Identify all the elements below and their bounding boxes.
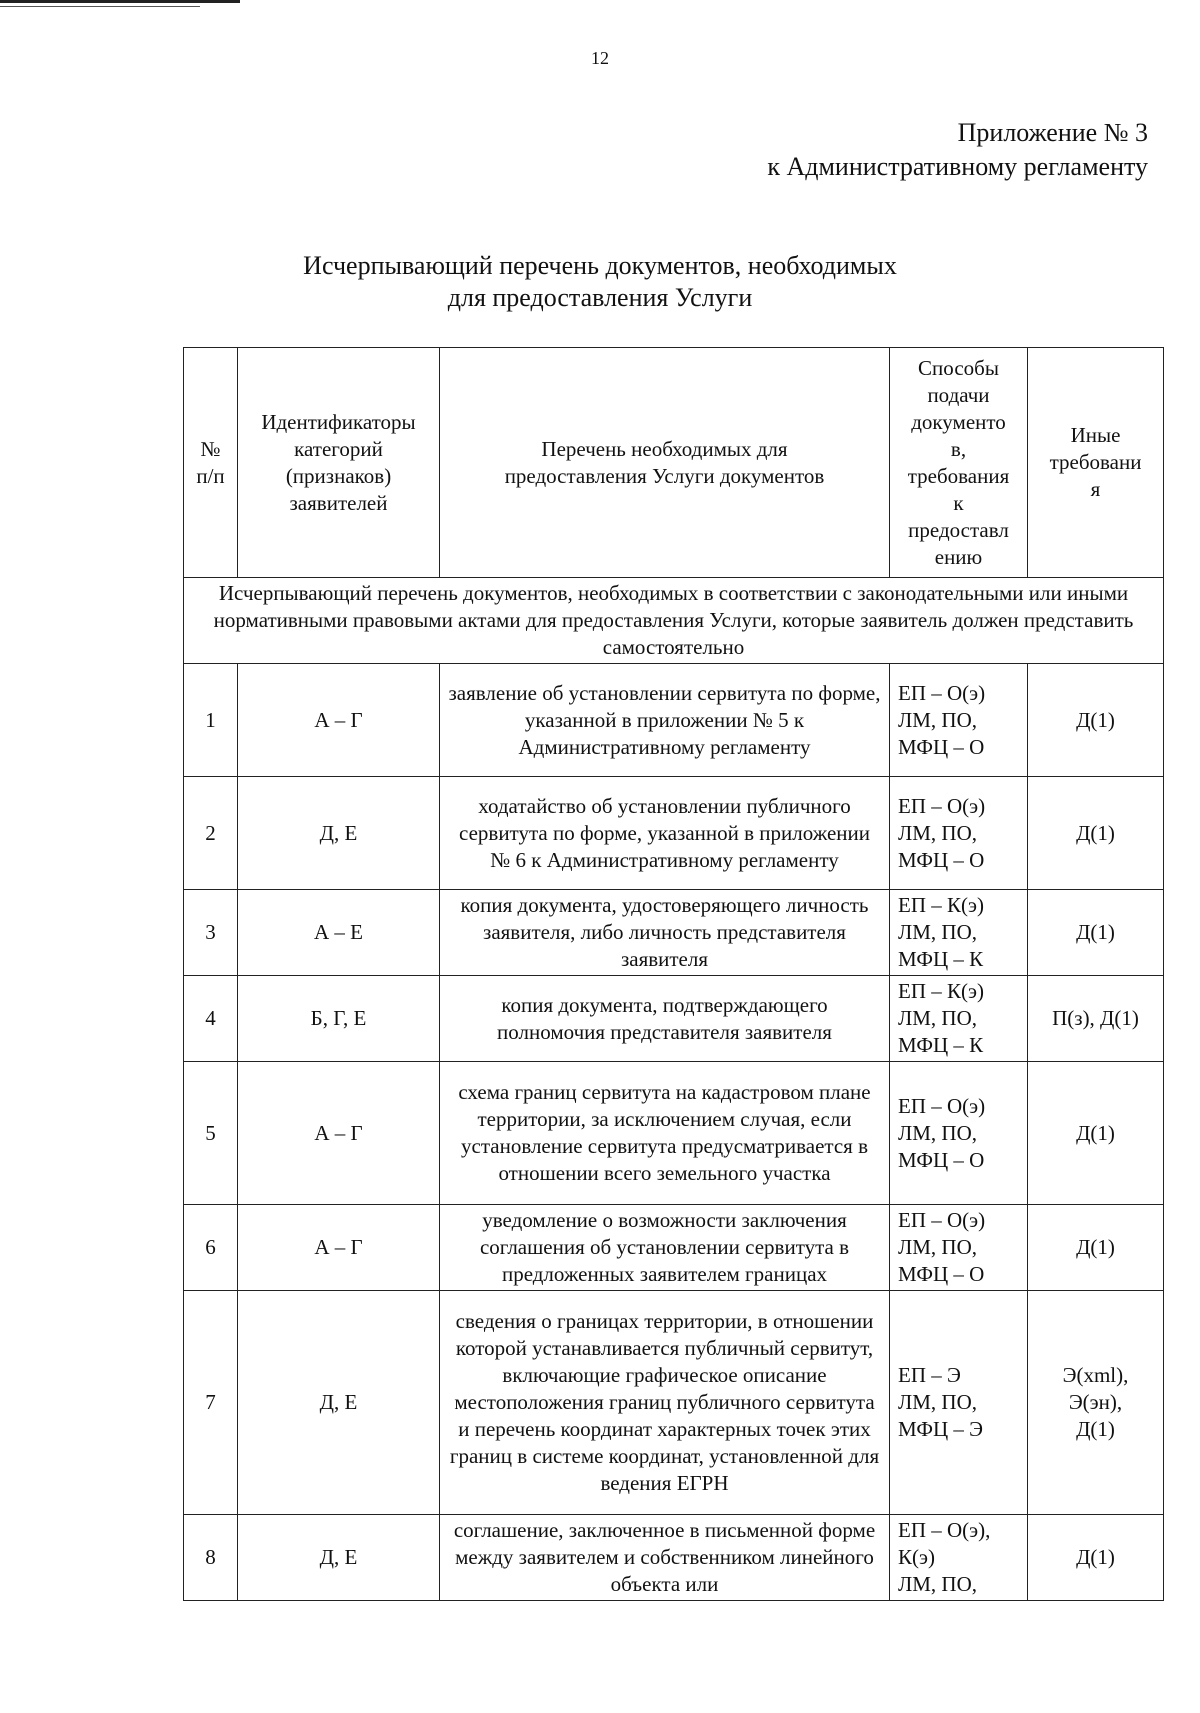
row-methods: ЕП – К(э) ЛМ, ПО, МФЦ – К <box>890 976 1028 1062</box>
row-num: 3 <box>184 890 238 976</box>
row-document: соглашение, заключенное в письменной форме между заявителем и собственником линейного объекта или <box>440 1515 890 1601</box>
row-categories: Д, Е <box>238 1291 440 1515</box>
row-methods: ЕП – О(э) ЛМ, ПО, МФЦ – О <box>890 1062 1028 1205</box>
appendix-line-1: Приложение № 3 <box>957 118 1148 147</box>
table-row <box>184 1291 1164 1515</box>
row-methods: ЕП – К(э) ЛМ, ПО, МФЦ – К <box>890 890 1028 976</box>
row-other-requirements: Д(1) <box>1028 777 1164 890</box>
row-document: схема границ сервитута на кадастровом плане территории, за исключением случая, если установление сервитута предусматривается в отношении всего земельного участка <box>440 1062 890 1205</box>
row-methods: ЕП – О(э) ЛМ, ПО, МФЦ – О <box>890 1205 1028 1291</box>
row-methods: ЕП – Э ЛМ, ПО, МФЦ – Э <box>890 1291 1028 1515</box>
header-documents: Перечень необходимых для предоставления Услуги документов <box>440 348 890 578</box>
row-categories: А – Е <box>238 890 440 976</box>
row-categories: А – Г <box>238 1062 440 1205</box>
row-methods: ЕП – О(э) ЛМ, ПО, МФЦ – О <box>890 777 1028 890</box>
document-title-line-2: для предоставления Услуги <box>447 283 753 312</box>
table-row <box>184 1205 1164 1291</box>
row-document: уведомление о возможности заключения соглашения об установлении сервитута в предложенных заявителем границах <box>440 1205 890 1291</box>
row-num: 5 <box>184 1062 238 1205</box>
row-categories: А – Г <box>238 1205 440 1291</box>
table-row <box>184 664 1164 777</box>
row-document: заявление об установлении сервитута по форме, указанной в приложении № 5 к Административному регламенту <box>440 664 890 777</box>
row-document: копия документа, подтверждающего полномочия представителя заявителя <box>440 976 890 1062</box>
table-row <box>184 1515 1164 1601</box>
section-title: Исчерпывающий перечень документов, необходимых в соответствии с законодательными или иными нормативными правовыми актами для предоставления Услуги, которые заявитель должен представить самостоятельно <box>184 578 1164 664</box>
top-edge-rule <box>0 0 240 3</box>
document-title <box>0 250 1200 314</box>
appendix-reference <box>767 116 1148 184</box>
section-row <box>184 578 1164 664</box>
row-num: 6 <box>184 1205 238 1291</box>
row-other-requirements: Э(xml), Э(эн), Д(1) <box>1028 1291 1164 1515</box>
page-number: 12 <box>591 48 609 68</box>
row-num: 1 <box>184 664 238 777</box>
top-edge-rule-thin <box>0 6 200 7</box>
row-other-requirements: Д(1) <box>1028 1515 1164 1601</box>
header-other-requirements: Иные требовани я <box>1028 348 1164 578</box>
header-num: № п/п <box>184 348 238 578</box>
table-row <box>184 1062 1164 1205</box>
table-row <box>184 890 1164 976</box>
header-methods: Способы подачи документо в, требования к предоставл ению <box>890 348 1028 578</box>
row-methods: ЕП – О(э) ЛМ, ПО, МФЦ – О <box>890 664 1028 777</box>
table-row <box>184 777 1164 890</box>
row-document: сведения о границах территории, в отношении которой устанавливается публичный сервитут, включающие графическое описание местоположения границ публичного сервитута и перечень координат характерных точек этих границ в системе координат, установленной для ведения ЕГРН <box>440 1291 890 1515</box>
row-other-requirements: Д(1) <box>1028 1205 1164 1291</box>
row-num: 7 <box>184 1291 238 1515</box>
row-document: копия документа, удостоверяющего личность заявителя, либо личность представителя заявителя <box>440 890 890 976</box>
header-categories: Идентификаторы категорий (признаков) заявителей <box>238 348 440 578</box>
row-categories: А – Г <box>238 664 440 777</box>
row-methods: ЕП – О(э), К(э) ЛМ, ПО, <box>890 1515 1028 1601</box>
row-other-requirements: Д(1) <box>1028 1062 1164 1205</box>
row-document: ходатайство об установлении публичного сервитута по форме, указанной в приложении № 6 к Административному регламенту <box>440 777 890 890</box>
row-categories: Б, Г, Е <box>238 976 440 1062</box>
row-other-requirements: П(з), Д(1) <box>1028 976 1164 1062</box>
row-other-requirements: Д(1) <box>1028 664 1164 777</box>
row-other-requirements: Д(1) <box>1028 890 1164 976</box>
document-title-line-1: Исчерпывающий перечень документов, необходимых <box>303 251 897 280</box>
row-num: 4 <box>184 976 238 1062</box>
row-categories: Д, Е <box>238 777 440 890</box>
row-num: 2 <box>184 777 238 890</box>
table-row <box>184 976 1164 1062</box>
table-header-row <box>184 348 1164 578</box>
appendix-line-2: к Административному регламенту <box>767 152 1148 181</box>
row-num: 8 <box>184 1515 238 1601</box>
row-categories: Д, Е <box>238 1515 440 1601</box>
documents-table <box>183 347 1164 1601</box>
